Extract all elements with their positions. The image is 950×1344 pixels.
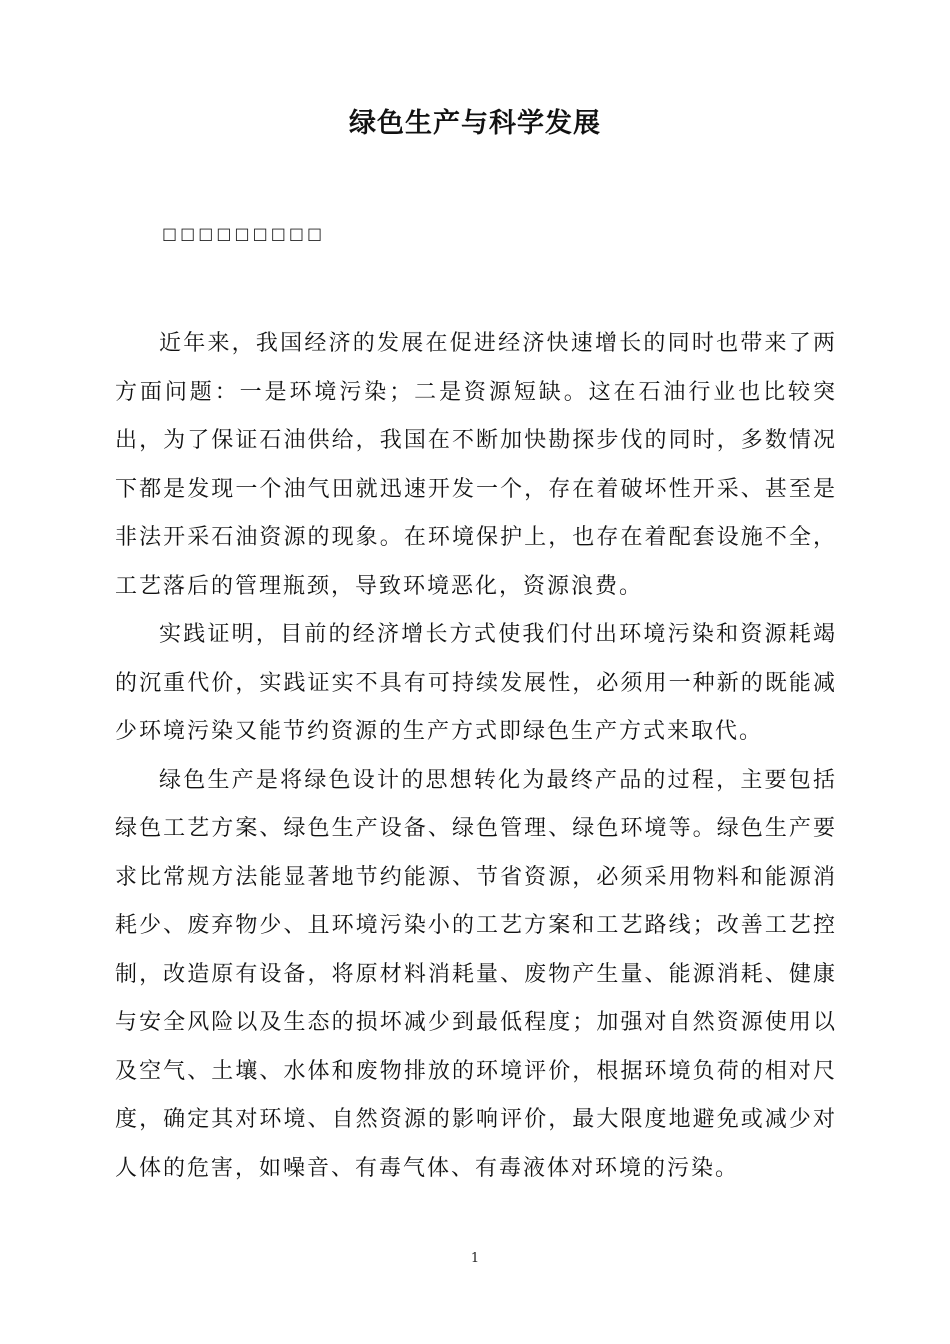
document-title: 绿色生产与科学发展 (349, 108, 601, 139)
paragraph-3: 绿色生产是将绿色设计的思想转化为最终产品的过程，主要包括绿色工艺方案、绿色生产设备、绿色管理、绿色环境等。绿色生产要求比常规方法能显著地节约能源、节省资源，必须采用物料和能源消耗少、废弃物少、且环境污染小的工艺方案和工艺路线；改善工艺控制，改造原有设备，将原材料消耗量、废物产生量、能源消耗、健康与安全风险以及生态的损坏减少到最低程度；加强对自然资源使用以及空气、土壤、水体和废物排放的环境评价，根据环境负荷的相对尺度，确定其对环境、自然资源的影响评价，最大限度地避免或减少对人体的危害，如噪音、有毒气体、有毒液体对环境的污染。 (115, 767, 837, 1181)
paragraph-2: 实践证明，目前的经济增长方式使我们付出环境污染和资源耗竭的沉重代价，实践证实不具有可持续发展性，必须用一种新的既能减少环境污染又能节约资源的生产方式即绿色生产方式来取代。 (115, 622, 837, 744)
document-body (115, 233, 837, 1193)
paragraph-1: 近年来，我国经济的发展在促进经济快速增长的同时也带来了两方面问题：一是环境污染；二是资源短缺。这在石油行业也比较突出，为了保证石油供给，我国在不断加快勘探步伐的同时，多数情况下都是发现一个油气田就迅速开发一个，存在着破坏性开采、甚至是非法开采石油资源的现象。在环境保护上，也存在着配套设施不全，工艺落后的管理瓶颈，导致环境恶化，资源浪费。 (115, 331, 837, 599)
author-line: □□□□□□□□□ (162, 224, 326, 243)
page-number: 1 (470, 1251, 480, 1266)
